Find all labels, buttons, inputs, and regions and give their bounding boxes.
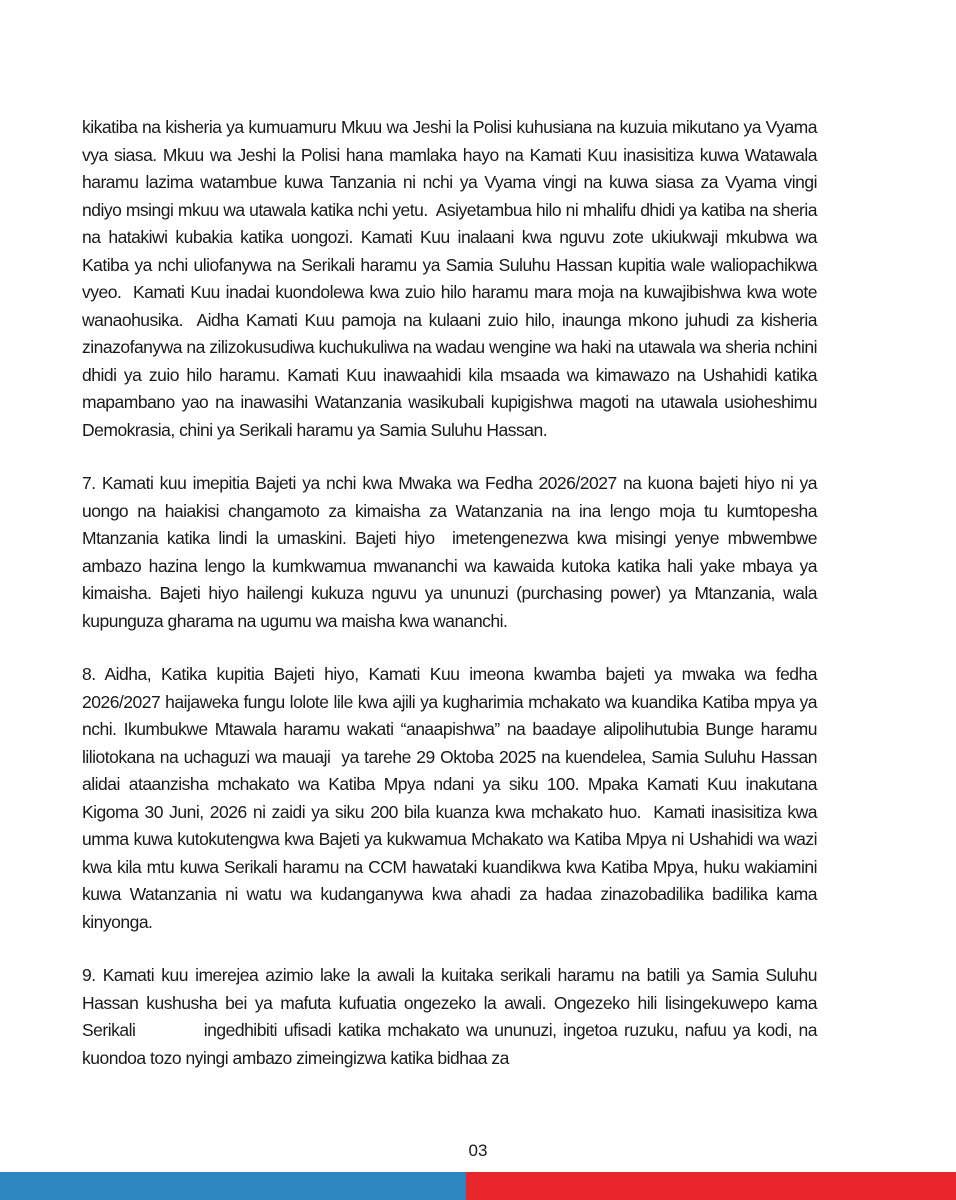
- paragraph-8: 8. Aidha, Katika kupitia Bajeti hiyo, Kamati Kuu imeona kwamba bajeti ya mwaka wa fedha 2026/2027 haijaweka fungu lolote lile kwa ajili ya kugharimia mchakato wa kuandika Katiba mpya ya nchi. Ikumbukwe Mtawala haramu wakati “anaapishwa” na baadaye alipolihutubia Bunge haramu liliotokana na uchaguzi wa mauaji ya tarehe 29 Oktoba 2025 na kuendelea, Samia Suluhu Hassan alidai ataanzisha mchakato wa Katiba Mpya ndani ya siku 100. Mpaka Kamati Kuu inakutana Kigoma 30 Juni, 2026 ni zaidi ya siku 200 bila kuanza kwa mchakato huo. Kamati inasisitiza kwa umma kuwa kutokutengwa kwa Bajeti ya kukwamua Mchakato wa Katiba Mpya ni Ushahidi wa wazi kwa kila mtu kuwa Serikali haramu na CCM hawataki kuandikwa kwa Katiba Mpya, huku wakiamini kuwa Watanzania ni watu wa kudanganywa kwa ahadi za hadaa zinazobadilika badilika kama kinyonga.: [82, 664, 822, 932]
- footer-bar-blue: [0, 1172, 466, 1200]
- document-body: [82, 114, 822, 1072]
- paragraph-7: 7. Kamati kuu imepitia Bajeti ya nchi kwa Mwaka wa Fedha 2026/2027 na kuona bajeti hiyo ni ya uongo na haiakisi changamoto za kimaisha za Watanzania na ina lengo moja tu kumtopesha Mtanzania katika lindi la umaskini. Bajeti hiyo imetengenezwa kwa misingi yenye mbwembwe ambazo hazina lengo la kumkwamua mwananchi wa kawaida kutoka katika hali yake mbaya ya kimaisha. Bajeti hiyo hailengi kukuza nguvu ya ununuzi (purchasing power) ya Mtanzania, wala kupunguza gharama na ugumu wa maisha kwa wananchi.: [82, 473, 822, 631]
- footer-bar-red: [466, 1172, 956, 1200]
- paragraph-9: 9. Kamati kuu imerejea azimio lake la awali la kuitaka serikali haramu na batili ya Samia Suluhu Hassan kushusha bei ya mafuta kufuatia ongezeko la awali. Ongezeko hili lisingekuwepo kama Serikali ingedhibiti ufisadi katika mchakato wa ununuzi, ingetoa ruzuku, nafuu ya kodi, na kuondoa tozo nyingi ambazo zimeingizwa katika bidhaa za: [82, 965, 822, 1068]
- footer-color-bar: [0, 1172, 956, 1200]
- paragraph-continuation: kikatiba na kisheria ya kumuamuru Mkuu wa Jeshi la Polisi kuhusiana na kuzuia mikutano ya Vyama vya siasa. Mkuu wa Jeshi la Polisi hana mamlaka hayo na Kamati Kuu inasisitiza kuwa Watawala haramu lazima watambue kuwa Tanzania ni nchi ya Vyama vingi na kuwa siasa za Vyama vingi ndiyo msingi mkuu wa utawala katika nchi yetu. Asiyetambua hilo ni mhalifu dhidi ya katiba na sheria na hatakiwi kubakia katika uongozi. Kamati Kuu inalaani kwa nguvu zote ukiukwaji mkubwa wa Katiba ya nchi uliofanywa na Serikali haramu ya Samia Suluhu Hassan kupitia wale waliopachikwa vyeo. Kamati Kuu inadai kuondolewa kwa zuio hilo haramu mara moja na kuwajibishwa kwa wote wanaohusika. Aidha Kamati Kuu pamoja na kulaani zuio hilo, inaunga mkono juhudi za kisheria zinazofanywa na zilizokusudiwa kuchukuliwa na wadau wengine wa haki na utawala wa sheria nchini dhidi ya zuio hilo haramu. Kamati Kuu inawaahidi kila msaada wa kimawazo na Ushahidi katika mapambano yao na inawasihi Watanzania wasikubali kupigishwa magoti na utawala usioheshimu Demokrasia, chini ya Serikali haramu ya Samia Suluhu Hassan.: [82, 117, 822, 440]
- page-number: 03: [468, 1141, 488, 1160]
